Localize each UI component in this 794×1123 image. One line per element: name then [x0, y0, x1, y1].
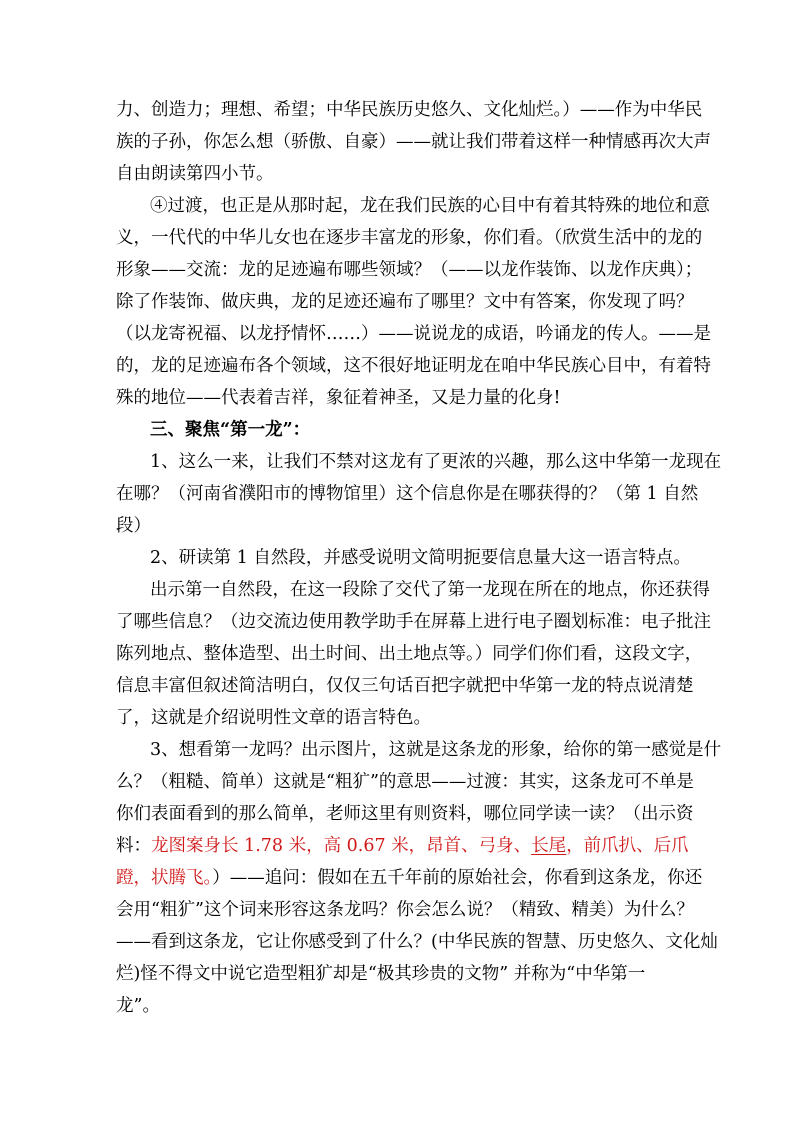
highlighted-quote: ，前爪扒、后爪	[566, 836, 689, 856]
text-line: 么？（粗糙、简单）这就是“粗犷”的意思——过渡：其实，这条龙可不单是	[116, 772, 694, 792]
paragraph-first-line: 3、想看第一龙吗？出示图片，这就是这条龙的形象，给你的第一感觉是什	[150, 740, 722, 760]
text-line: 义，一代代的中华儿女也在逐步丰富龙的形象，你们看。（欣赏生活中的龙的	[116, 228, 703, 248]
text-line: ——看到这条龙，它让你感受到了什么？(中华民族的智慧、历史悠久、文化灿	[116, 932, 718, 952]
text-line-with-highlight	[116, 834, 689, 858]
paragraph-first-line: 出示第一自然段，在这一段除了交代了第一龙现在所在的地点，你还获得	[150, 580, 710, 600]
text-line: 力、创造力；理想、希望；中华民族历史悠久、文化灿烂。）——作为中华民	[116, 100, 703, 120]
text-line: 陈列地点、整体造型、出土时间、出土地点等。）同学们你们看，这段文字，	[116, 644, 703, 664]
section-heading: 三、聚焦“第一龙”：	[150, 420, 311, 440]
text-line: （以龙寄祝福、以龙抒情怀……）——说说龙的成语，吟诵龙的传人。——是	[116, 324, 711, 344]
text-line: 龙”。	[116, 996, 160, 1016]
material-label: 料：	[116, 836, 151, 856]
paragraph-first-line: 2、研读第 1 自然段，并感受说明文简明扼要信息量大这一语言特点。	[150, 548, 691, 568]
text-line: 了哪些信息？（边交流边使用教学助手在屏幕上进行电子圈划标准：电子批注	[116, 612, 711, 632]
text-line: 除了作装饰、做庆典，龙的足迹还遍布了哪里？文中有答案，你发现了吗？	[116, 292, 694, 312]
paragraph-first-line: ④过渡，也正是从那时起，龙在我们民族的心目中有着其特殊的地位和意	[150, 196, 710, 216]
text-line: 自由朗读第四小节。	[116, 164, 274, 184]
text-line: 形象——交流：龙的足迹遍布哪些领域？（——以龙作装饰、以龙作庆典）；	[116, 260, 703, 280]
text-line-with-highlight	[116, 866, 702, 890]
text-line: 你们表面看到的那么简单，老师这里有则资料，哪位同学读一读？（出示资	[116, 804, 694, 824]
text-line: 烂)怪不得文中说它造型粗犷却是“极其珍贵的文物” 并称为“中华第一	[116, 964, 646, 984]
text-line: 了，这就是介绍说明性文章的语言特色。	[116, 708, 431, 728]
underlined-quote: 长尾	[531, 836, 567, 856]
text-line: 的，龙的足迹遍布各个领域，这不很好地证明龙在咱中华民族心目中，有着特	[116, 356, 711, 376]
text-line: 殊的地位——代表着吉祥，象征着神圣，又是力量的化身!	[116, 388, 561, 408]
text-line: 在哪？（河南省濮阳市的博物馆里）这个信息你是在哪获得的？（第 1 自然	[116, 484, 699, 504]
text-line: 会用“粗犷”这个词来形容这条龙吗？你会怎么说？（精致、精美）为什么？	[116, 900, 694, 920]
highlighted-quote: 蹬，状腾飞。	[116, 868, 213, 888]
paragraph-first-line: 1、这么一来，让我们不禁对这龙有了更浓的兴趣，那么这中华第一龙现在	[150, 452, 722, 472]
text-line: 族的子孙，你怎么想（骄傲、自豪）——就让我们带着这样一种情感再次大声	[116, 132, 711, 152]
text-line: 段）	[116, 516, 151, 536]
text-line: 信息丰富但叙述简洁明白，仅仅三句话百把字就把中华第一龙的特点说清楚	[116, 676, 694, 696]
highlighted-quote: 龙图案身长 1.78 米，高 0.67 米，昂首、弓身、	[151, 836, 532, 856]
text-span: ）——追问：假如在五千年前的原始社会，你看到这条龙，你还	[212, 868, 703, 888]
